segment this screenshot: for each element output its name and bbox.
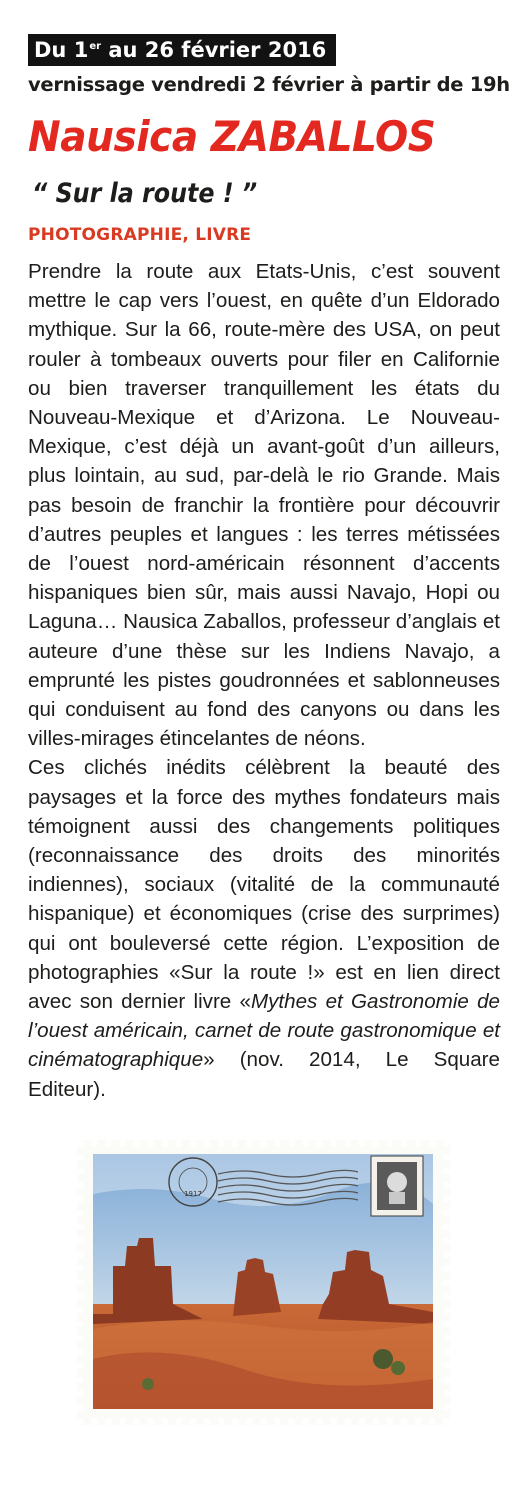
date-prefix: Du 1 xyxy=(34,38,89,62)
artist-name: Nausica ZABALLOS xyxy=(28,112,436,161)
vernissage-line: vernissage vendredi 2 février à partir de 19h xyxy=(28,73,510,96)
paragraph-2 xyxy=(28,753,500,1103)
date-banner xyxy=(28,34,336,66)
paragraph-2-end: » (nov. 2014, Le Square Editeur). xyxy=(28,1048,500,1101)
postcard-border xyxy=(77,1140,450,1425)
paragraph-1: Prendre la route aux Etats-Unis, c’est souvent mettre le cap vers l’ouest, en quête d’un Eldorado mythique. Sur la 66, route-mère des USA, on peut rouler à tombeaux ouverts pour filer en Californie ou bien traverser tranquillement les états du Nouveau-Mexique et d’Arizona. Le Nouveau-Mexique, c’est déjà un avant-goût d’un ailleurs, plus lointain, au sud, par-delà le rio Grande. Mais pas besoin de franchir la frontière pour découvrir d’autres peuples et langues : les terres métissées de l’ouest nord-américain résonnent d’accents hispaniques bien sûr, mais aussi Navajo, Hopi ou Laguna… Nausica Zaballos, professeur d’anglais et auteure d’une thèse sur les Indiens Navajo, a emprunté les pistes goudronnées et sablonneuses qui conduisent au fond des canyons ou dans les villes-mirages étincelantes de néons. xyxy=(28,260,500,751)
postmark-year: 1917 xyxy=(184,1190,202,1198)
exhibition-title: “ Sur la route ! ” xyxy=(32,178,258,209)
postcard-image xyxy=(77,1140,450,1425)
paragraph-2-text: Ces clichés inédits célèbrent la beauté des paysages et la force des mythes fondateurs mais témoignent aussi des changements politiques (reconnaissance des droits des minorités indiennes), sociaux (vitalité de la communauté hispanique) et économiques (crise des surprimes) qui ont bouleversé cette région. L’exposition de photographies «Sur la route !» est en lien direct avec son dernier livre « xyxy=(28,756,500,1014)
date-superscript: er xyxy=(89,41,102,52)
category-label: PHOTOGRAPHIE, LIVRE xyxy=(28,225,252,245)
book-title: Mythes et Gastronomie de l’ouest américain, carnet de route gastronomique et cinématographique xyxy=(28,990,501,1072)
date-suffix: au 26 février 2016 xyxy=(101,38,327,62)
article-body xyxy=(28,257,500,1104)
